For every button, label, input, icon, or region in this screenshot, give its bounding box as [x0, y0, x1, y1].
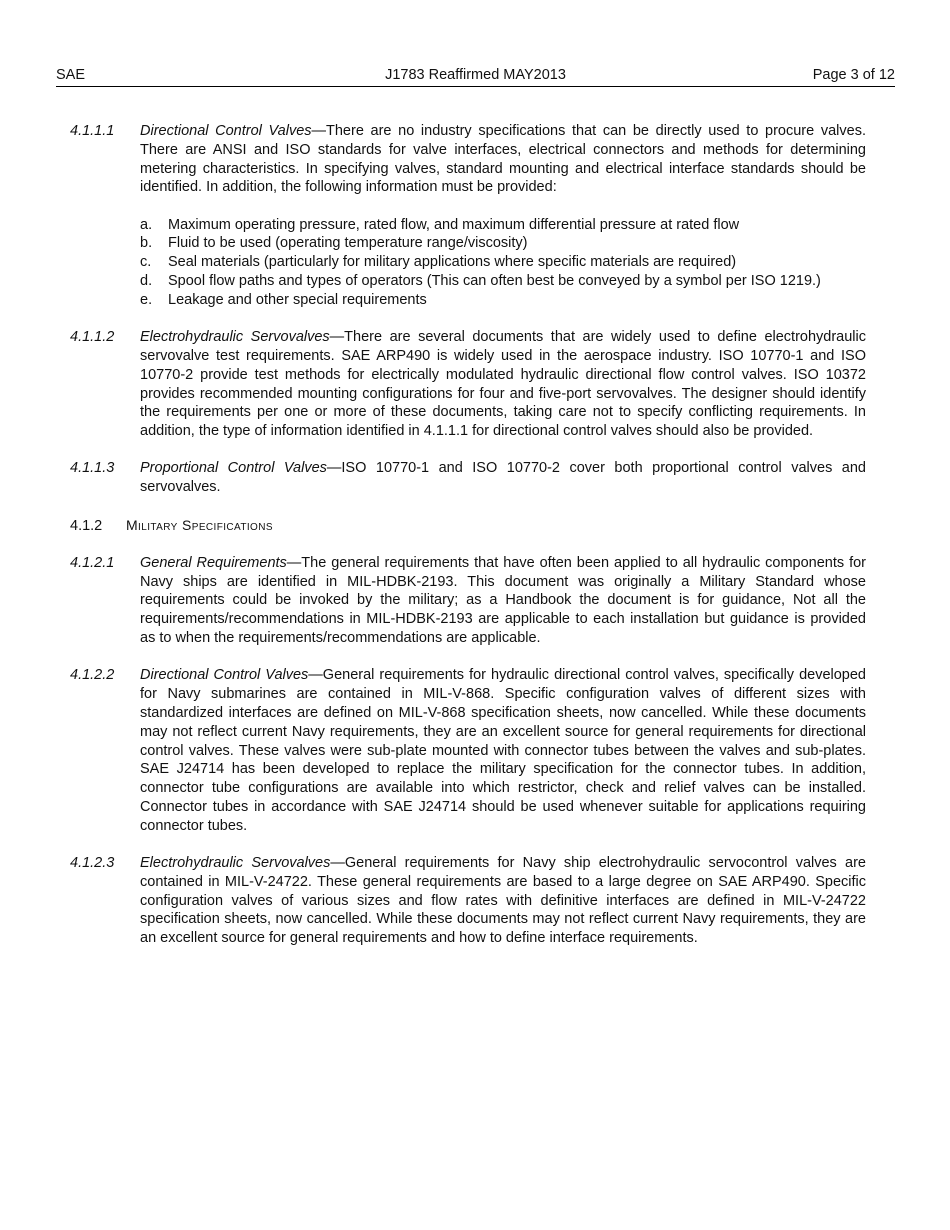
header-org: SAE [56, 67, 86, 83]
section-4-1-1-3 [70, 459, 866, 497]
section-4-1-2-2 [70, 666, 866, 835]
section-number: 4.1.2.3 [70, 855, 115, 871]
heading-title: Military Specifications [126, 516, 273, 533]
list-item-letter: c. [140, 254, 152, 271]
list-item-text: Leakage and other special requirements [168, 291, 427, 308]
section-number: 4.1.1.1 [70, 123, 115, 139]
section-text: —ISO 10770-1 and ISO 10770-2 cover both proportional control valves and servovalves. [140, 460, 867, 496]
list-item-letter: a. [140, 216, 153, 233]
list-item-text: Spool flow paths and types of operators (This can often best be conveyed by a symbol per ISO 1219.) [168, 273, 821, 290]
list-item-letter: e. [140, 291, 153, 308]
list-item-text: Seal materials (particularly for military applications where specific materials are required) [168, 254, 737, 271]
section-number: 4.1.2.1 [70, 554, 115, 571]
section-title: Proportional Control Valves [140, 460, 327, 477]
list-item-text: Maximum operating pressure, rated flow, and maximum differential pressure at rated flow [168, 216, 740, 233]
section-number: 4.1.1.3 [70, 460, 115, 477]
section-title: Directional Control Valves [140, 667, 309, 684]
list-item [140, 234, 866, 253]
document-body [70, 122, 866, 966]
requirements-list [140, 216, 866, 310]
section-title: Directional Control Valves [140, 123, 312, 139]
section-4-1-2-3 [70, 854, 866, 948]
section-text: —General requirements for Navy ship electrohydraulic servocontrol valves are contained in MIL-V-24722. These general requirements are based to a large degree on SAE ARP490. Specific configuration valves of various sizes and flow rates with definitive interfaces are defined in MIL-V-24722 specification sheets, now cancelled. While these documents may not reflect current Navy requirements, they are an excellent source for general requirements and how to define interface requirements. [140, 855, 866, 947]
list-item-text: Fluid to be used (operating temperature range/viscosity) [168, 235, 528, 252]
section-4-1-1-1 [70, 122, 866, 310]
header-page-number: Page 3 of 12 [812, 67, 895, 83]
list-item [140, 291, 866, 310]
section-number: 4.1.2.2 [70, 667, 115, 684]
section-text: —General requirements for hydraulic directional control valves, specifically developed for Navy submarines are contained in MIL-V-868. Specific configuration valves of different sizes with standardized interfaces are defined on MIL-V-868 specification sheets, now cancelled. While these documents may not reflect current Navy requirements, they are an excellent source for general requirements for directional control valves. These valves were sub-plate mounted with connector tubes between the valves and sub-plates. SAE J24714 has been developed to replace the military specification for the connector tubes. In addition, connector tube configurations are available into which restrictor, check and relief valves can be installed. Connector tubes in accordance with SAE J24714 should be used whenever suitable for applications requiring connector tubes. [140, 667, 866, 834]
list-item-letter: b. [140, 235, 153, 252]
list-item [140, 216, 866, 235]
section-text: —There are several documents that are widely used to define electrohydraulic servovalve test requirements. SAE ARP490 is widely used in the aerospace industry. ISO 10770-1 and ISO 10770-2 provide test methods for electrically modulated hydraulic directional flow control valves. ISO 10372 provides recommended mounting configurations for four and five-port servovalves. The designer should identify the requirements per one or more of these documents, taking care not to specify conflicting requirements. In addition, the type of information identified in 4.1.1.1 for directional control valves should also be provided. [140, 329, 866, 440]
list-item-letter: d. [140, 273, 153, 290]
section-4-1-1-2 [70, 328, 866, 441]
section-text: —There are no industry specifications that can be directly used to procure valves. There are ANSI and ISO standards for valve interfaces, electrical connectors and methods for determining metering characteristics. In specifying valves, standard mounting and electrical interface standards should be identified. In addition, the following information must be provided: [140, 123, 866, 196]
section-text: —The general requirements that have often been applied to all hydraulic components for Navy ships are identified in MIL-HDBK-2193. This document was originally a Military Standard whose requirements could be invoked by the military; as a Handbook the document is for guidance, Not all the requirements/recommendations in MIL-HDBK-2193 are applicable to each installation but guidance is provided as to when the requirements/recommendations are applicable. [140, 554, 866, 647]
section-4-1-2-1 [70, 554, 866, 648]
list-item [140, 253, 866, 272]
section-4-1-2-heading [70, 516, 866, 536]
section-title: General Requirements [140, 554, 287, 571]
header-doc-id: J1783 Reaffirmed MAY2013 [385, 67, 566, 83]
section-title: Electrohydraulic Servovalves [140, 855, 331, 871]
page-header [56, 64, 895, 87]
section-number: 4.1.1.2 [70, 329, 115, 346]
heading-number: 4.1.2 [70, 517, 103, 534]
list-item [140, 272, 866, 291]
section-title: Electrohydraulic Servovalves [140, 329, 330, 346]
